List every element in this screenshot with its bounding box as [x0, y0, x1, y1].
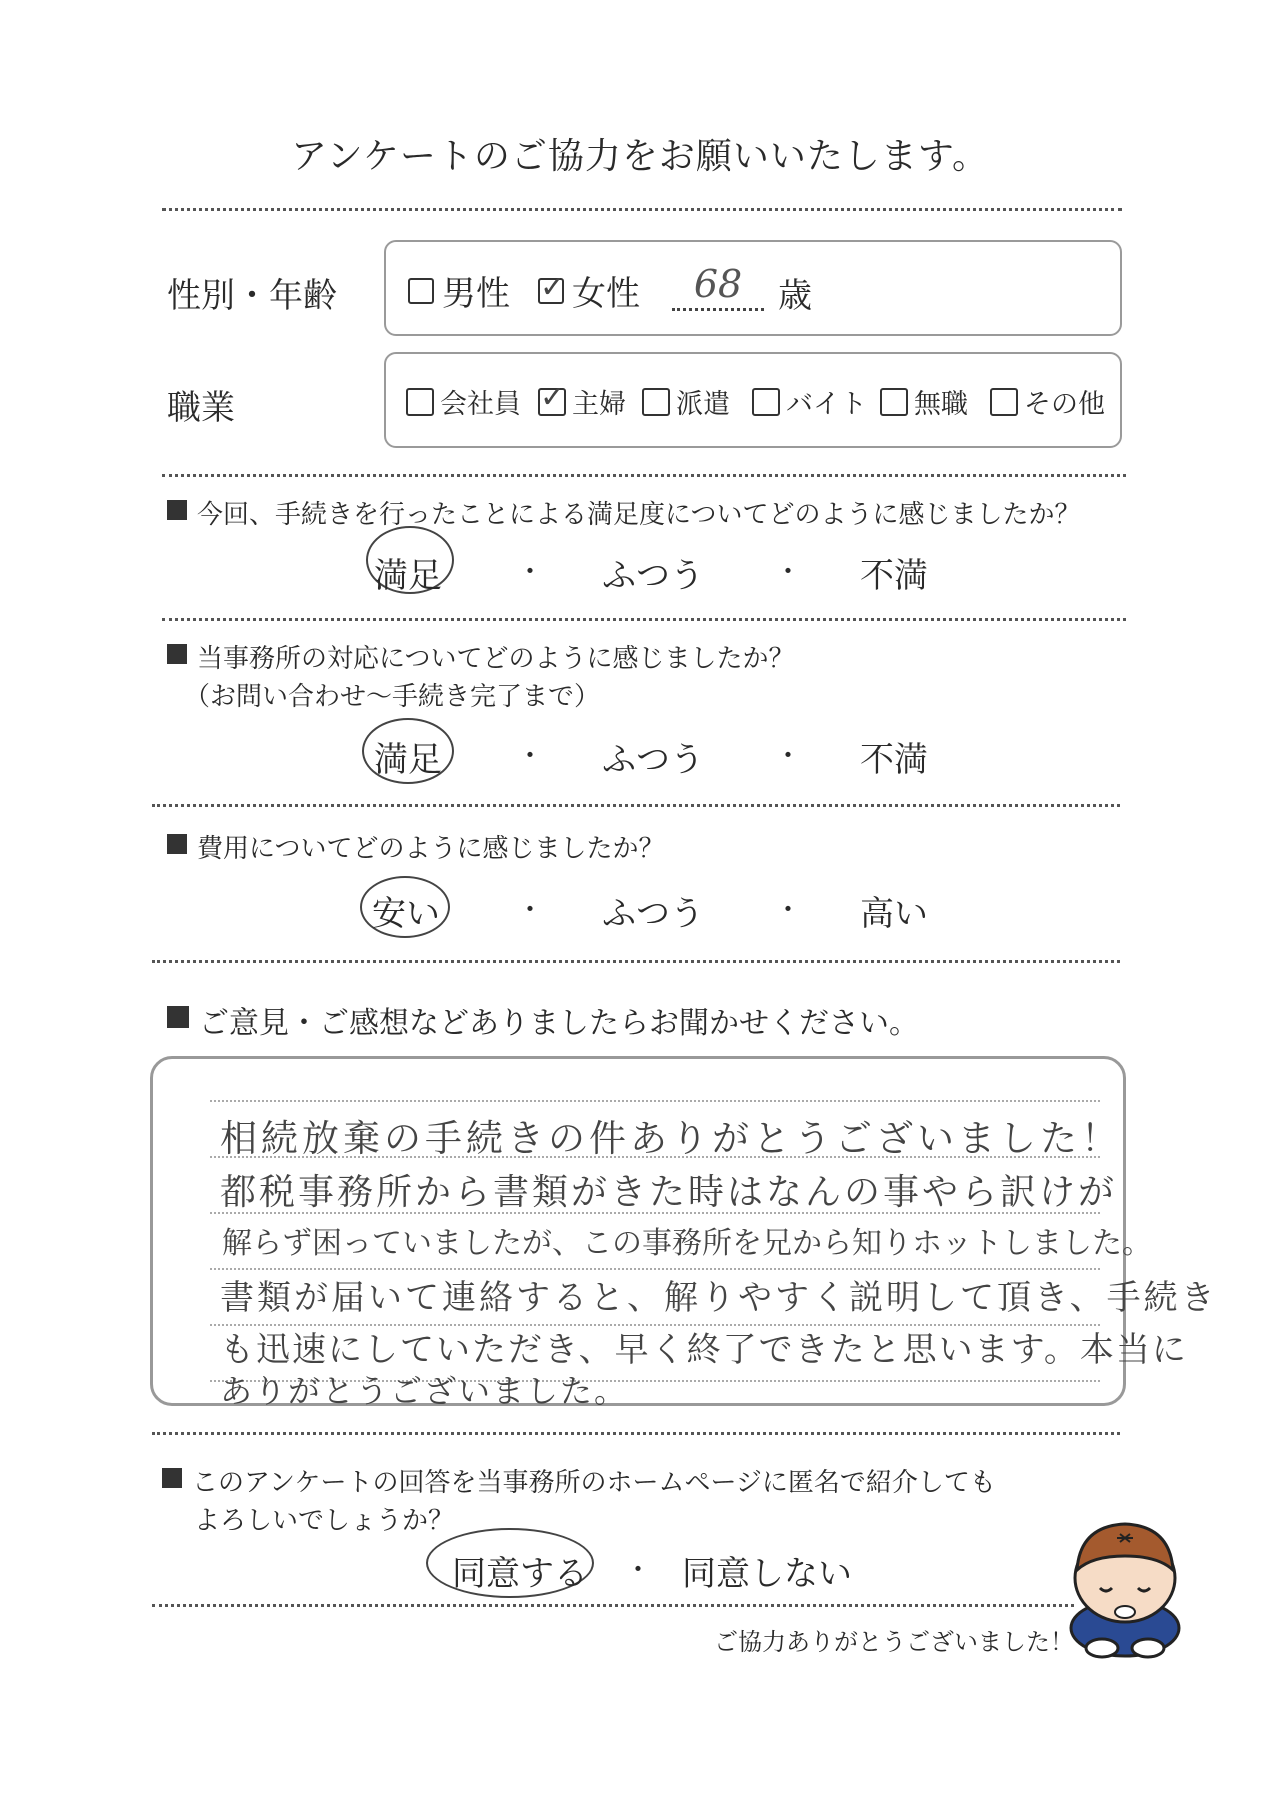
- q1-choice-satisfied[interactable]: 満足: [374, 556, 442, 596]
- q2-question-text: 当事務所の対応についてどのように感じましたか？: [197, 644, 795, 674]
- age-value[interactable]: 68: [672, 262, 764, 311]
- comment-line: ありがとうございました。: [220, 1372, 629, 1410]
- option-label: 主婦: [572, 389, 626, 420]
- male-checkbox[interactable]: [408, 278, 434, 304]
- q4-question-text: ご意見・ご感想などありましたらお聞かせください。: [199, 1006, 919, 1041]
- divider: [162, 618, 1126, 621]
- option-label: その他: [1024, 389, 1105, 420]
- gender-female-option[interactable]: [538, 266, 640, 315]
- q2-question: [167, 638, 794, 675]
- option-label: 派遣: [676, 389, 730, 420]
- occupation-option-housewife[interactable]: [538, 382, 626, 421]
- option-label: バイト: [786, 389, 867, 420]
- divider: [152, 804, 1120, 807]
- q3-choice-expensive[interactable]: 高い: [860, 894, 928, 934]
- divider: [152, 1604, 1074, 1607]
- housewife-checkbox[interactable]: [538, 388, 566, 416]
- q1-question-text: 今回、手続きを行ったことによる満足度についてどのように感じましたか？: [197, 500, 1081, 530]
- q3-question: [167, 828, 664, 865]
- divider: [152, 960, 1120, 963]
- other-checkbox[interactable]: [990, 388, 1018, 416]
- comment-line: 都税事務所から書類がきた時はなんの事やら訳けが: [220, 1172, 1118, 1213]
- option-label: 会社員: [440, 389, 521, 420]
- q4-question: [167, 998, 919, 1042]
- page-title: アンケートのご協力をお願いいたします。: [291, 136, 989, 177]
- option-label: 無職: [914, 389, 968, 420]
- female-label: 女性: [572, 274, 640, 314]
- occupation-label: 職業: [167, 388, 235, 428]
- male-label: 男性: [442, 274, 510, 314]
- q2-choice-dissatisfied[interactable]: 不満: [860, 740, 928, 780]
- q5-question-line2: よろしいでしょうか？: [194, 1506, 455, 1536]
- bullet-square-icon: [162, 1468, 182, 1488]
- q5-question: [162, 1462, 996, 1499]
- bullet-square-icon: [167, 1006, 189, 1028]
- q5-question-text: このアンケートの回答を当事務所のホームページに匿名で紹介しても: [192, 1468, 996, 1498]
- separator: ・: [774, 739, 803, 772]
- q3-choice-cheap[interactable]: 安い: [372, 894, 440, 934]
- age-unit: 歳: [778, 276, 812, 316]
- gender-age-label: 性別・年齢: [167, 276, 337, 316]
- q1-question: [167, 494, 1080, 531]
- occupation-option-dispatch[interactable]: [642, 382, 730, 421]
- q2-choice-normal[interactable]: ふつう: [602, 740, 704, 780]
- q3-choice-normal[interactable]: ふつう: [602, 894, 704, 934]
- occupation-option-parttime[interactable]: [752, 382, 867, 421]
- dispatch-checkbox[interactable]: [642, 388, 670, 416]
- company-employee-checkbox[interactable]: [406, 388, 434, 416]
- separator: ・: [774, 555, 803, 588]
- q2-subnote: （お問い合わせ〜手続き完了まで）: [184, 682, 601, 712]
- closing-message: ご協力ありがとうございました！: [714, 1628, 1074, 1656]
- female-checkbox[interactable]: [538, 278, 564, 304]
- q1-choice-dissatisfied[interactable]: 不満: [860, 556, 928, 596]
- occupation-option-unemployed[interactable]: [880, 382, 968, 421]
- q3-question-text: 費用についてどのように感じましたか？: [197, 834, 665, 864]
- separator: ・: [516, 893, 545, 926]
- divider: [152, 1432, 1120, 1435]
- occupation-option-other[interactable]: [990, 382, 1105, 421]
- q5-choice-disagree[interactable]: 同意しない: [682, 1554, 852, 1594]
- comment-line: 書類が届いて連絡すると、解りやすく説明して頂き、手続き: [220, 1278, 1218, 1318]
- q5-choice-agree[interactable]: 同意する: [452, 1554, 588, 1594]
- separator: ・: [624, 1553, 653, 1586]
- unemployed-checkbox[interactable]: [880, 388, 908, 416]
- occupation-option-company[interactable]: [406, 382, 521, 421]
- q1-choice-normal[interactable]: ふつう: [602, 556, 704, 596]
- divider: [162, 208, 1122, 211]
- separator: ・: [516, 555, 545, 588]
- bowing-mascot-icon: [1060, 1508, 1190, 1660]
- gender-male-option[interactable]: [408, 266, 510, 315]
- divider: [162, 474, 1126, 477]
- separator: ・: [516, 739, 545, 772]
- comment-line: 解らず困っていましたが、この事務所を兄から知りホットしました。: [222, 1226, 1152, 1261]
- q2-choice-satisfied[interactable]: 満足: [374, 740, 442, 780]
- separator: ・: [774, 893, 803, 926]
- part-time-checkbox[interactable]: [752, 388, 780, 416]
- bullet-square-icon: [167, 500, 187, 520]
- comment-line: も迅速にしていただき、早く終了できたと思います。本当に: [220, 1330, 1188, 1370]
- comment-line: 相続放棄の手続きの件ありがとうございました！: [220, 1117, 1122, 1160]
- comment-rule: [210, 1100, 1100, 1102]
- bullet-square-icon: [167, 644, 187, 664]
- bullet-square-icon: [167, 834, 187, 854]
